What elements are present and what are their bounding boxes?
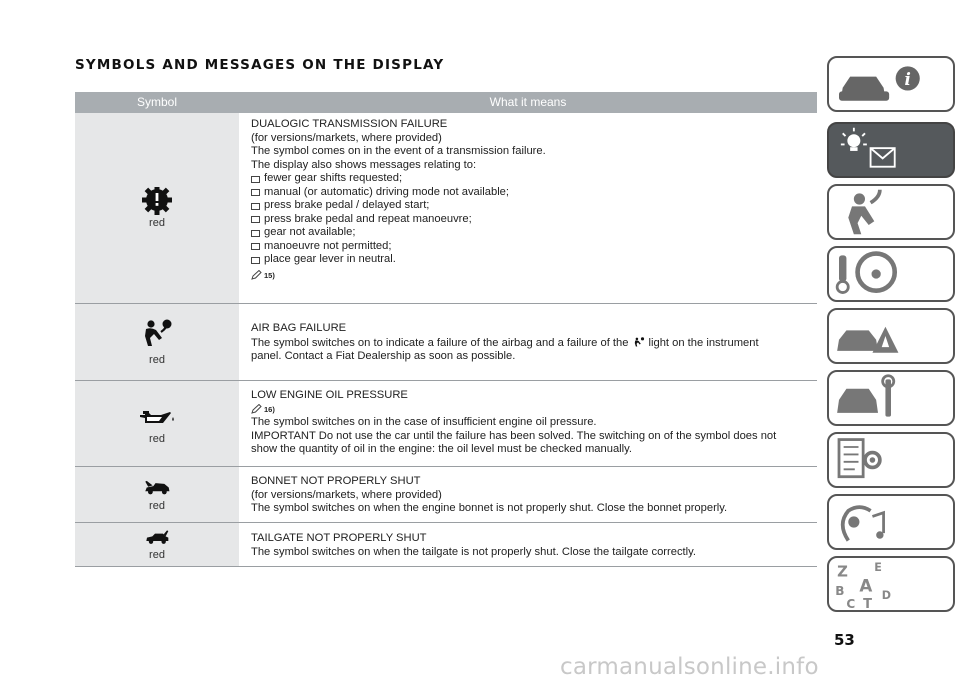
technical-data-icon: [829, 434, 953, 486]
checkbox-bullet-icon: [251, 257, 260, 264]
row-text: The symbol switches on when the tailgate is not properly shut. Close the tailgate correctly.: [251, 545, 697, 558]
svg-text:i: i: [904, 68, 911, 89]
symbol-cell: [75, 304, 239, 380]
list-item: fewer gear shifts requested;: [251, 172, 811, 186]
row-note: (for versions/markets, where provided): [251, 488, 442, 501]
row-title: DUALOGIC TRANSMISSION FAILURE: [251, 118, 448, 130]
tab-technical-data[interactable]: [827, 432, 955, 488]
symbol-color-label: red: [149, 217, 165, 229]
list-item: gear not available;: [251, 226, 811, 240]
row-text: The symbol switches on in the case of insufficient engine oil pressure.: [251, 416, 597, 428]
tab-warning-lights[interactable]: [827, 122, 955, 178]
list-item: press brake pedal / delayed start;: [251, 199, 811, 213]
row-title: BONNET NOT PROPERLY SHUT: [251, 475, 421, 487]
car-maintenance-icon: [829, 372, 953, 424]
row-text: The display also shows messages relating to:: [251, 158, 477, 171]
transmission-failure-icon: [137, 187, 177, 217]
reference-note: 15): [251, 269, 811, 283]
description-cell: [239, 523, 817, 566]
symbols-table: [75, 92, 817, 567]
pencil-note-icon: [251, 270, 262, 280]
symbol-cell: [75, 381, 239, 466]
symbol-cell: [75, 113, 239, 303]
airbag-icon: [137, 318, 177, 348]
table-row: [75, 304, 817, 381]
index-icon: [829, 558, 953, 610]
reference-note: 16): [251, 403, 811, 417]
checkbox-bullet-icon: [251, 176, 260, 183]
table-header: [75, 92, 817, 113]
seat-airbag-icon: [829, 186, 953, 238]
description-cell: [239, 113, 817, 303]
list-item: place gear lever in neutral.: [251, 253, 811, 267]
row-text: show the quantity of oil in the engine: the oil level must be checked manually.: [251, 443, 633, 455]
checkbox-bullet-icon: [251, 203, 260, 210]
row-text: The symbol switches on to indicate a failure of the airbag and a failure of the light on the instrument: [251, 336, 759, 349]
car-emergency-icon: [829, 310, 953, 362]
warning-lights-icon: [829, 124, 953, 176]
row-note: (for versions/markets, where provided): [251, 131, 442, 144]
svg-text:B: B: [835, 584, 845, 599]
symbol-cell: [75, 467, 239, 522]
table-row: [75, 467, 817, 523]
row-text: The symbol switches on when the engine bonnet is not properly shut. Close the bonnet properly.: [251, 502, 728, 514]
oil-can-icon: [137, 403, 177, 433]
steering-wheel-key-icon: [829, 248, 953, 300]
svg-text:D: D: [881, 588, 891, 602]
row-title: TAILGATE NOT PROPERLY SHUT: [251, 532, 427, 544]
svg-text:E: E: [874, 561, 882, 574]
description-cell: [239, 304, 817, 380]
page-number: 53: [834, 631, 855, 649]
tab-car-info[interactable]: [827, 56, 955, 112]
table-row: [75, 523, 817, 567]
tab-index[interactable]: [827, 556, 955, 612]
description-cell: [239, 381, 817, 466]
checkbox-bullet-icon: [251, 243, 260, 250]
symbol-color-label: red: [149, 548, 165, 561]
svg-text:C: C: [846, 597, 856, 610]
car-info-icon: [829, 58, 953, 110]
tab-multimedia[interactable]: [827, 494, 955, 550]
watermark: carmanualsonline.info: [560, 654, 819, 680]
tab-maintenance[interactable]: [827, 370, 955, 426]
row-text: IMPORTANT Do not use the car until the failure has been solved. The switching on of the symbol does not: [251, 429, 777, 442]
symbol-cell: [75, 523, 239, 566]
multimedia-icon: [829, 496, 953, 548]
row-title: AIR BAG FAILURE: [251, 322, 347, 334]
pencil-note-icon: [251, 404, 262, 414]
symbol-color-label: red: [149, 499, 165, 512]
symbol-color-label: red: [149, 432, 165, 445]
description-cell: [239, 467, 817, 522]
airbag-inline-icon: [632, 336, 646, 348]
list-item: manoeuvre not permitted;: [251, 240, 811, 254]
tab-starting-driving[interactable]: [827, 246, 955, 302]
svg-text:A: A: [859, 575, 873, 596]
checkbox-bullet-icon: [251, 216, 260, 223]
checkbox-bullet-icon: [251, 230, 260, 237]
list-item: press brake pedal and repeat manoeuvre;: [251, 213, 811, 227]
svg-text:T: T: [863, 597, 873, 610]
tab-emergency[interactable]: [827, 308, 955, 364]
row-title: LOW ENGINE OIL PRESSURE: [251, 389, 408, 401]
page-title: SYMBOLS AND MESSAGES ON THE DISPLAY: [75, 57, 445, 73]
table-row: [75, 381, 817, 467]
table-row: [75, 113, 817, 304]
header-symbol: Symbol: [136, 95, 177, 109]
svg-text:Z: Z: [837, 562, 848, 581]
tailgate-open-icon: [137, 529, 177, 549]
list-item: manual (or automatic) driving mode not available;: [251, 186, 811, 200]
checkbox-bullet-icon: [251, 189, 260, 196]
tab-safety[interactable]: [827, 184, 955, 240]
symbol-color-label: red: [149, 354, 165, 366]
row-text: The symbol comes on in the event of a transmission failure.: [251, 145, 546, 157]
header-meaning: What it means: [489, 95, 567, 109]
bonnet-open-icon: [137, 478, 177, 500]
row-text: panel. Contact a Fiat Dealership as soon as possible.: [251, 350, 516, 362]
